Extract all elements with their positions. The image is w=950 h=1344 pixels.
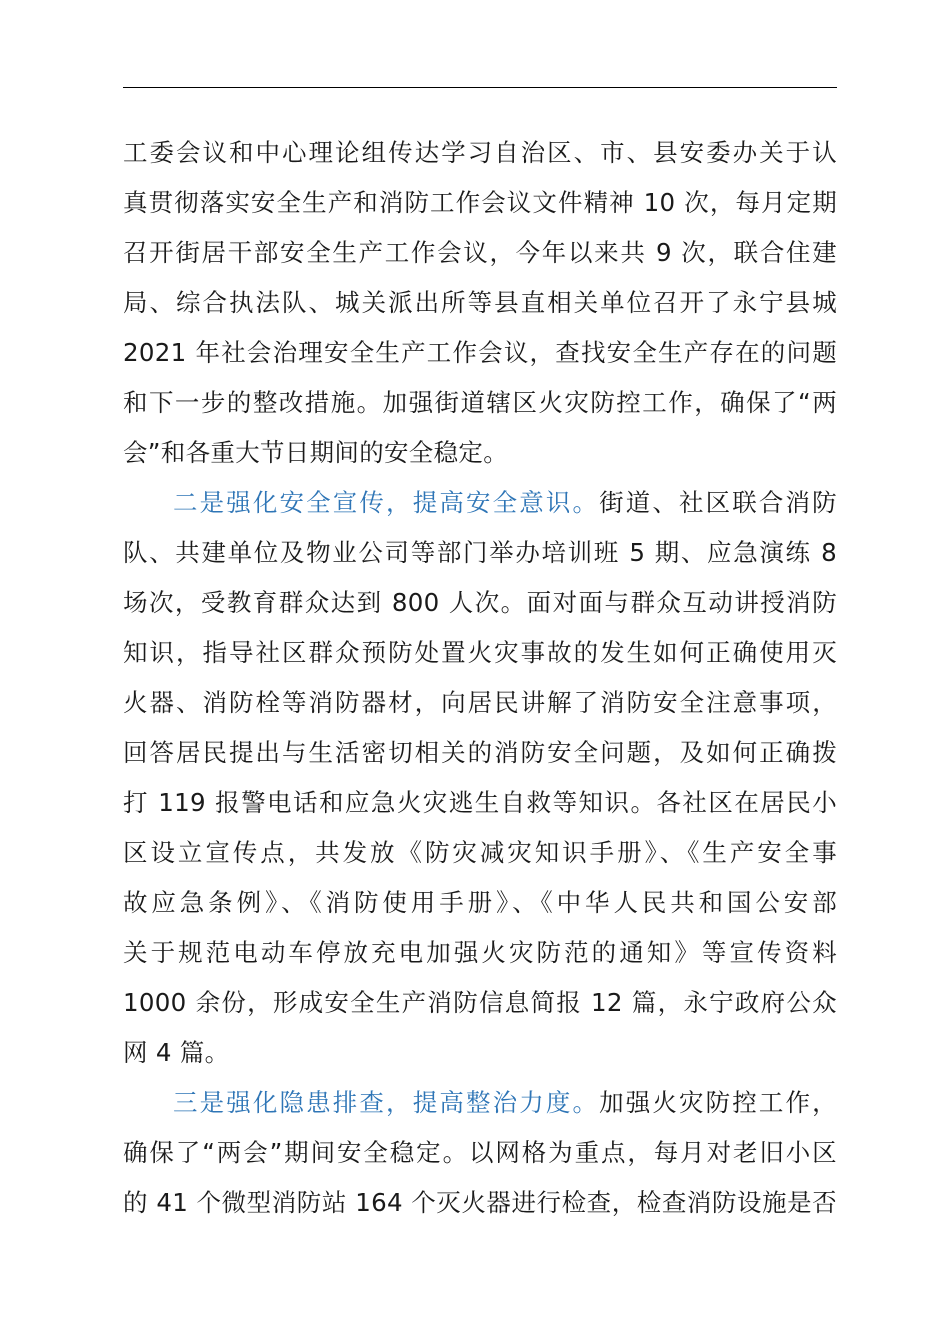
text-line: 网 4 篇。 bbox=[123, 1038, 230, 1067]
text-line: 区设立宣传点，共发放《防灾减灾知识手册》、《生产安全事 bbox=[123, 838, 837, 867]
text-line: 2021 年社会治理安全生产工作会议，查找安全生产存在的问题 bbox=[123, 338, 837, 367]
paragraph-2-first-line bbox=[123, 478, 837, 528]
text-line: 工委会议和中心理论组传达学习自治区、市、县安委办关于认 bbox=[123, 138, 837, 167]
text-line: 故应急条例》、《消防使用手册》、《中华人民共和国公安部 bbox=[123, 888, 837, 917]
paragraph-3 bbox=[123, 1078, 837, 1228]
text-run: 加强火灾防控工作， bbox=[599, 1088, 837, 1117]
text-line: 队、共建单位及物业公司等部门举办培训班 5 期、应急演练 8 bbox=[123, 538, 837, 567]
text-line: 会”和各重大节日期间的安全稳定。 bbox=[123, 438, 508, 467]
text-run: 街道、社区联合消防 bbox=[599, 488, 837, 517]
text-line: 召开街居干部安全生产工作会议，今年以来共 9 次，联合住建 bbox=[123, 238, 837, 267]
header-rule bbox=[123, 87, 837, 88]
section-heading-publicity: 二是强化安全宣传，提高安全意识。 bbox=[173, 488, 600, 517]
text-line: 和下一步的整改措施。加强街道辖区火灾防控工作，确保了“两 bbox=[123, 388, 837, 417]
text-line: 局、综合执法队、城关派出所等县直相关单位召开了永宁县城 bbox=[123, 288, 837, 317]
text-line: 回答居民提出与生活密切相关的消防安全问题，及如何正确拨 bbox=[123, 738, 837, 767]
text-line: 确保了“两会”期间安全稳定。以网格为重点，每月对老旧小区 bbox=[123, 1138, 837, 1167]
paragraph-1 bbox=[123, 128, 837, 478]
text-line: 1000 余份，形成安全生产消防信息简报 12 篇，永宁政府公众 bbox=[123, 988, 837, 1017]
text-line: 的 41 个微型消防站 164 个灭火器进行检查，检查消防设施是否 bbox=[123, 1188, 837, 1217]
text-line: 打 119 报警电话和应急火灾逃生自救等知识。各社区在居民小 bbox=[123, 788, 837, 817]
text-line: 火器、消防栓等消防器材，向居民讲解了消防安全注意事项， bbox=[123, 688, 837, 717]
document-body bbox=[123, 128, 837, 1228]
text-line: 知识，指导社区群众预防处置火灾事故的发生如何正确使用灭 bbox=[123, 638, 837, 667]
text-line: 关于规范电动车停放充电加强火灾防范的通知》等宣传资料 bbox=[123, 938, 837, 967]
text-line: 场次，受教育群众达到 800 人次。面对面与群众互动讲授消防 bbox=[123, 588, 837, 617]
section-heading-inspection: 三是强化隐患排查，提高整治力度。 bbox=[173, 1088, 600, 1117]
paragraph-3-first-line bbox=[123, 1078, 837, 1128]
paragraph-2 bbox=[123, 478, 837, 1078]
text-line: 真贯彻落实安全生产和消防工作会议文件精神 10 次，每月定期 bbox=[123, 188, 837, 217]
